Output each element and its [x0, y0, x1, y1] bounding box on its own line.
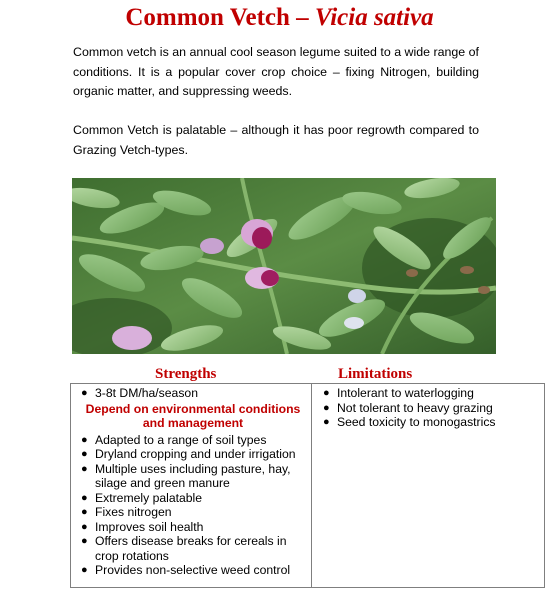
limitation-text: Intolerant to waterlogging	[337, 386, 474, 400]
strength-text: 3-8t DM/ha/season	[95, 386, 198, 400]
bullet-icon: ●	[81, 462, 88, 475]
list-item	[77, 433, 309, 448]
bullet-icon: ●	[81, 491, 88, 504]
strength-note: Depend on environmental conditions and management	[85, 401, 301, 430]
limitations-list	[319, 386, 541, 430]
strengths-list	[77, 386, 309, 578]
limitations-heading: Limitations	[338, 366, 413, 382]
strength-text: Improves soil health	[95, 519, 204, 534]
limitation-text: Not tolerant to heavy grazing	[337, 400, 493, 415]
bullet-icon: ●	[81, 506, 88, 518]
strength-text: Offers disease breaks for cereals in crop rotations	[95, 534, 287, 563]
strength-text: Multiple uses including pasture, hay, silage and green manure	[95, 461, 291, 490]
intro-paragraph-2: Common Vetch is palatable – although it has poor regrowth compared to Grazing Vetch-types.	[73, 123, 479, 157]
bullet-icon: ●	[81, 564, 88, 576]
intro-paragraph-1: Common vetch is an annual cool season legume suited to a wide range of conditions. It is a popular cover crop choice – fixing Nitrogen, building organic matter, and suppressing weeds.	[73, 45, 479, 98]
title-scientific-name: Vicia sativa	[314, 4, 434, 31]
list-item	[319, 401, 541, 416]
strengths-heading: Strengths	[155, 366, 217, 382]
strengths-limitations-table	[70, 383, 545, 588]
bullet-icon: ●	[81, 520, 88, 533]
strength-text: Dryland cropping and under irrigation	[95, 447, 296, 461]
limitation-text: Seed toxicity to monogastrics	[337, 415, 496, 429]
bullet-icon: ●	[81, 535, 88, 547]
list-item	[77, 386, 309, 401]
strength-text: Extremely palatable	[95, 490, 203, 505]
title-common-name: Common Vetch –	[125, 4, 315, 31]
list-item	[77, 462, 309, 491]
strength-text: Adapted to a range of soil types	[95, 432, 267, 447]
bullet-icon: ●	[81, 387, 88, 399]
column-divider	[311, 384, 312, 587]
list-item	[77, 534, 309, 563]
list-item	[77, 563, 309, 578]
bullet-icon: ●	[81, 433, 88, 446]
list-item	[77, 505, 309, 520]
list-item	[77, 491, 309, 506]
strength-text: Provides non-selective weed control	[95, 563, 291, 577]
bullet-icon: ●	[323, 387, 330, 399]
list-item	[319, 386, 541, 401]
list-item	[77, 520, 309, 535]
list-item	[77, 447, 309, 462]
vetch-photo	[72, 178, 496, 354]
bullet-icon: ●	[81, 448, 88, 460]
page-title	[0, 4, 559, 32]
bullet-icon: ●	[323, 401, 330, 414]
strength-text: Fixes nitrogen	[95, 505, 172, 519]
list-item	[319, 415, 541, 430]
bullet-icon: ●	[323, 416, 330, 428]
